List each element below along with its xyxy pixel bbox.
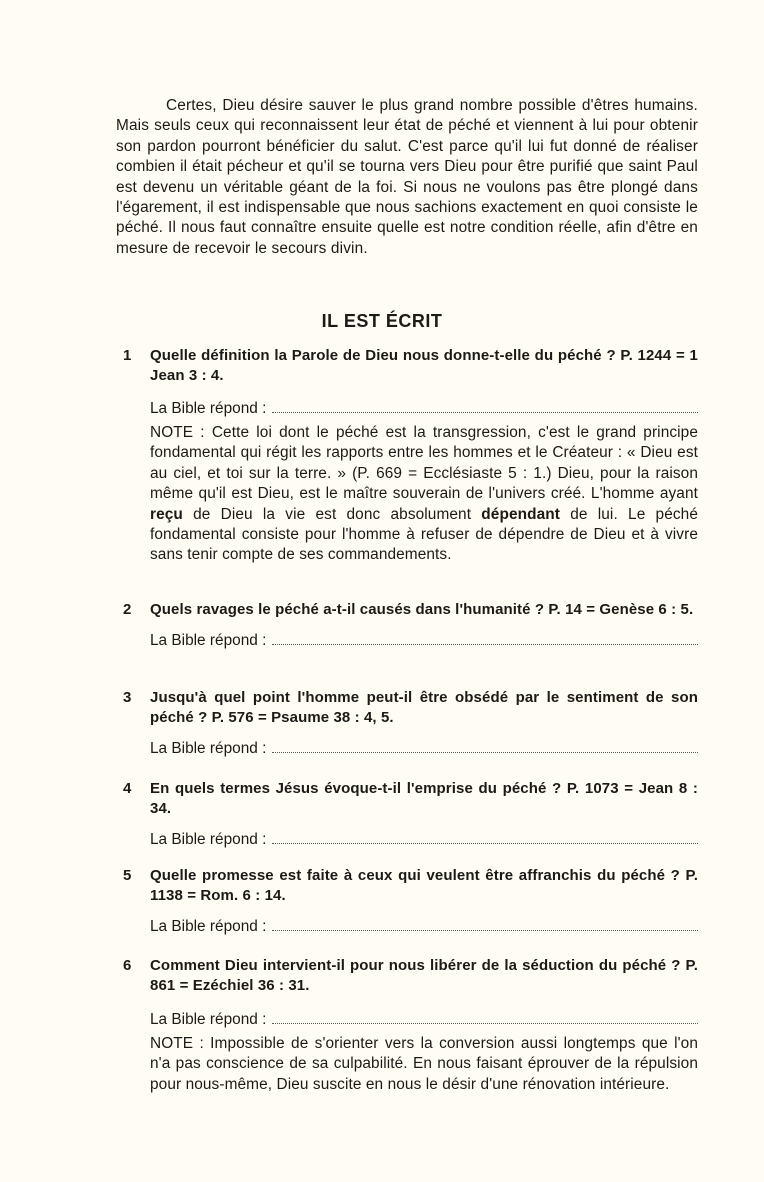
answer-label: La Bible répond : [150,918,267,935]
answer-blank-line[interactable] [272,916,698,931]
answer-row [150,829,698,850]
question-text: Quels ravages le péché a-t-il causés dans l'humanité ? P. 14 = Genèse 6 : 5. [150,601,694,618]
answer-row [150,738,698,759]
question-number: 1 [123,347,132,364]
section-title: IL EST ÉCRIT [321,311,443,331]
note-bold-recu: reçu [150,505,183,523]
question-number: 4 [123,780,132,797]
note-text: de lui. Le péché fondamental consiste pour l'homme à refuser de dépendre de Dieu et à vivre sans tenir compte de ses commandements. [150,505,698,564]
question-number: 3 [123,689,132,706]
answer-label: La Bible répond : [150,632,267,649]
intro-paragraph: Certes, Dieu désire sauver le plus grand nombre possible d'êtres humains. Mais seuls ceux qui reconnaissent leur état de péché et viennent à lui pour obtenir son pardon pourront bénéficier du salut. C'est parce qu'il lui fut donné de réaliser combien il était pécheur et qu'il se tourna vers Dieu pour être purifié que saint Paul est devenu un véritable géant de la foi. Si nous ne voulons pas être plongé dans l'égarement, il est indispensable que nous sachions exactement en quoi consiste le péché. Il nous faut connaître ensuite quelle est notre condition réelle, afin d'être en mesure de recevoir le secours divin. [116,97,698,257]
answer-label: La Bible répond : [150,400,267,417]
note-text: de Dieu la vie est donc absolument [182,505,482,523]
note-paragraph [150,423,698,566]
question-text: Quelle définition la Parole de Dieu nous donne-t-elle du péché ? P. 1244 = 1 Jean 3 : 4. [150,347,698,384]
question-text: Comment Dieu intervient-il pour nous libérer de la séduction du péché ? P. 861 = Ezéchiel 36 : 31. [150,957,698,994]
answer-label: La Bible répond : [150,1011,267,1028]
question-number: 6 [123,957,132,974]
answer-row [150,1009,698,1030]
note-paragraph: NOTE : Impossible de s'orienter vers la conversion aussi longtemps que l'on n'a pas conscience de sa culpabilité. En nous faisant éprouver de la répulsion pour nous-même, Dieu suscite en nous le désir d'une rénovation intérieure. [150,1035,698,1093]
answer-blank-line[interactable] [272,630,698,645]
question-number: 5 [123,867,132,884]
note-bold-dependant: dépendant [481,505,561,523]
answer-row [150,916,698,937]
answer-blank-line[interactable] [272,398,698,413]
question-4 [116,779,698,850]
question-text: Jusqu'à quel point l'homme peut-il être obsédé par le sentiment de son péché ? P. 576 = Psaume 38 : 4, 5. [150,689,698,726]
answer-label: La Bible répond : [150,740,267,757]
question-5 [116,866,698,937]
answer-row [150,398,698,419]
question-1 [116,346,698,566]
question-text: En quels termes Jésus évoque-t-il l'emprise du péché ? P. 1073 = Jean 8 : 34. [150,780,698,817]
question-number: 2 [123,601,132,618]
question-6 [116,956,698,1095]
answer-row [150,630,698,651]
question-3 [116,688,698,759]
question-2 [116,600,698,651]
answer-blank-line[interactable] [272,829,698,844]
answer-blank-line[interactable] [272,1009,698,1024]
question-text: Quelle promesse est faite à ceux qui veulent être affranchis du péché ? P. 1138 = Rom. 6 : 14. [150,867,698,904]
note-text: NOTE : Cette loi dont le péché est la transgression, c'est le grand principe fondamental qui régit les rapports entre les hommes et le Créateur : « Dieu est au ciel, et toi sur la terre. » (P. 669 = Ecclésiaste 5 : 1.) Dieu, pour la raison même qu'il est Dieu, est le maître souverain de l'univers créé. L'homme ayant [150,424,698,503]
answer-blank-line[interactable] [272,738,698,753]
answer-label: La Bible répond : [150,831,267,848]
